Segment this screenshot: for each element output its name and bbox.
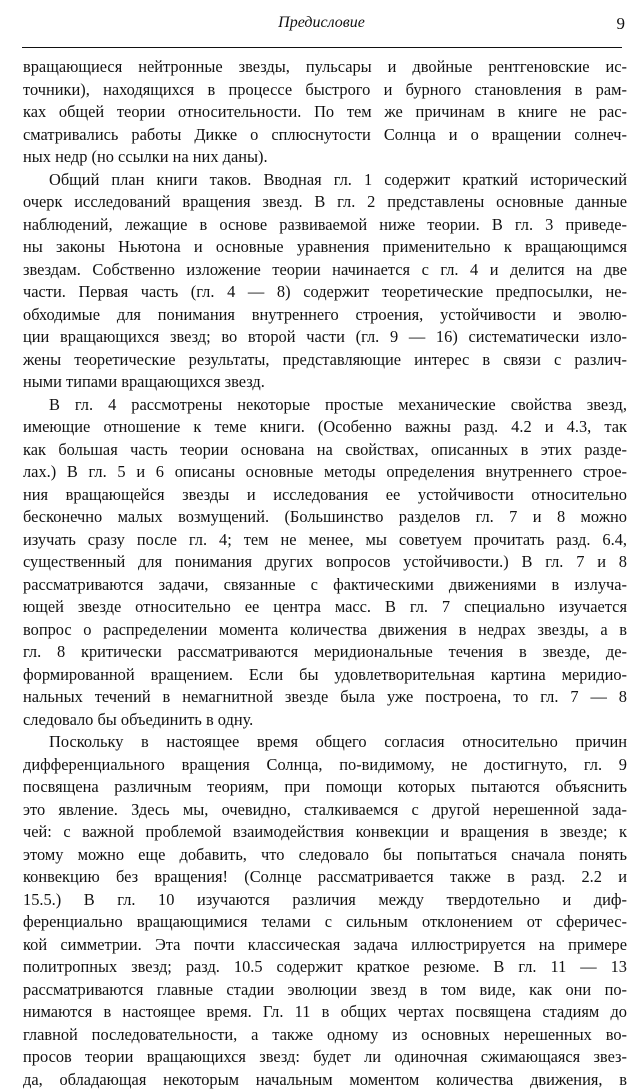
text-line: рассматриваются главные стадии эволюции звезд в том виде, как они по- <box>23 979 627 1002</box>
text-line: ных недр (но ссылки на них даны). <box>23 146 627 169</box>
text-line: ными типами вращающихся звезд. <box>23 371 627 394</box>
text-line: 15.5.) В гл. 10 изучаются различия между твердотельно и диф- <box>23 889 627 912</box>
text-line: имеющие отношение к теме книги. (Особенно важны разд. 4.2 и 4.3, так <box>23 416 627 439</box>
text-line: рассматриваются задачи, связанные с фактическими движениями в излуча- <box>23 574 627 597</box>
text-line: наблюдений, лежащие в основе развиваемой ниже теории. В гл. 3 приведе- <box>23 214 627 237</box>
paragraph <box>23 731 627 1091</box>
text-line: изучать сразу после гл. 4; тем не менее, мы советуем прочитать разд. 6.4, <box>23 529 627 552</box>
text-line: Общий план книги таков. Вводная гл. 1 содержит краткий исторический <box>23 169 627 192</box>
text-line: В гл. 4 рассмотрены некоторые простые механические свойства звезд, <box>23 394 627 417</box>
page-number: 9 <box>617 14 626 34</box>
text-line: ках общей теории относительности. По тем же причинам в книге не рас- <box>23 101 627 124</box>
paragraph <box>23 394 627 732</box>
text-line: ференциально вращающимися телами с сильным отклонением от сферичес- <box>23 911 627 934</box>
running-title: Предисловие <box>0 14 643 32</box>
text-line: посвящена различным теориям, при помощи которых пытаются объяснить <box>23 776 627 799</box>
text-line: дифференциального вращения Солнца, по-видимому, не достигнуто, гл. 9 <box>23 754 627 777</box>
text-line: следовало бы объединить в одну. <box>23 709 627 732</box>
text-line: обходимые для понимания внутреннего строения, устойчивости и эволю- <box>23 304 627 327</box>
text-line: главной последовательности, а также одному из основных нерешенных во- <box>23 1024 627 1047</box>
text-line: части. Первая часть (гл. 4 — 8) содержит теоретические предпосылки, не- <box>23 281 627 304</box>
text-line: нимаются в настоящее время. Гл. 11 в общих чертах посвящена стадиям до <box>23 1001 627 1024</box>
body-text <box>23 56 627 1091</box>
text-line: Поскольку в настоящее время общего согласия относительно причин <box>23 731 627 754</box>
text-line: формированной вращением. Если бы удовлетворительная картина меридио- <box>23 664 627 687</box>
text-line: очерк исследований вращения звезд. В гл. 2 представлены основные данные <box>23 191 627 214</box>
text-line: гл. 8 критически рассматриваются меридиональные течения в звезде, де- <box>23 641 627 664</box>
text-line: да, обладающая некоторым начальным моментом количества движения, в <box>23 1069 627 1091</box>
text-line: лах.) В гл. 5 и 6 описаны основные методы определения внутреннего строе- <box>23 461 627 484</box>
text-line: ции вращающихся звезд; во второй части (гл. 9 — 16) систематически изло- <box>23 326 627 349</box>
paragraph <box>23 169 627 394</box>
header-rule <box>22 47 622 48</box>
text-line: ния вращающейся звезды и исследования ее устойчивости относительно <box>23 484 627 507</box>
text-line: это явление. Здесь мы, очевидно, сталкиваемся с другой нерешенной зада- <box>23 799 627 822</box>
text-line: кой симметрии. Эта почти классическая задача иллюстрируется на примере <box>23 934 627 957</box>
text-line: нальных течений в немагнитной звезде была уже построена, то гл. 7 — 8 <box>23 686 627 709</box>
text-line: сматривались работы Дикке о сплюснутости Солнца и о вращении солнеч- <box>23 124 627 147</box>
text-line: этому можно еще добавить, что следовало бы попытаться сначала понять <box>23 844 627 867</box>
text-line: вращающиеся нейтронные звезды, пульсары и двойные рентгеновские ис- <box>23 56 627 79</box>
paragraph <box>23 56 627 169</box>
text-line: политропных звезд; разд. 10.5 содержит краткое резюме. В гл. 11 — 13 <box>23 956 627 979</box>
text-line: вопрос о распределении момента количества движения в недрах звезды, а в <box>23 619 627 642</box>
text-line: чей: с важной проблемой взаимодействия конвекции и вращения в звезде; к <box>23 821 627 844</box>
text-line: просов теории вращающихся звезд: будет ли одиночная сжимающаяся звез- <box>23 1046 627 1069</box>
text-line: звездам. Собственно изложение теории начинается с гл. 4 и делится на две <box>23 259 627 282</box>
text-line: ющей звезде относительно ее центра масс. В гл. 7 специально изучается <box>23 596 627 619</box>
text-line: бесконечно малых возмущений. (Большинство разделов гл. 7 и 8 можно <box>23 506 627 529</box>
text-line: как большая часть теории основана на свойствах, описанных в этих разде- <box>23 439 627 462</box>
text-line: конвекцию без вращения! (Солнце рассматривается также в разд. 2.2 и <box>23 866 627 889</box>
text-line: жены теоретические результаты, представляющие интерес в связи с различ- <box>23 349 627 372</box>
text-line: существенный для понимания других вопросов устойчивости.) В гл. 7 и 8 <box>23 551 627 574</box>
text-line: ны законы Ньютона и основные уравнения применительно к вращающимся <box>23 236 627 259</box>
text-line: точники), находящихся в процессе быстрого и бурного становления в рам- <box>23 79 627 102</box>
